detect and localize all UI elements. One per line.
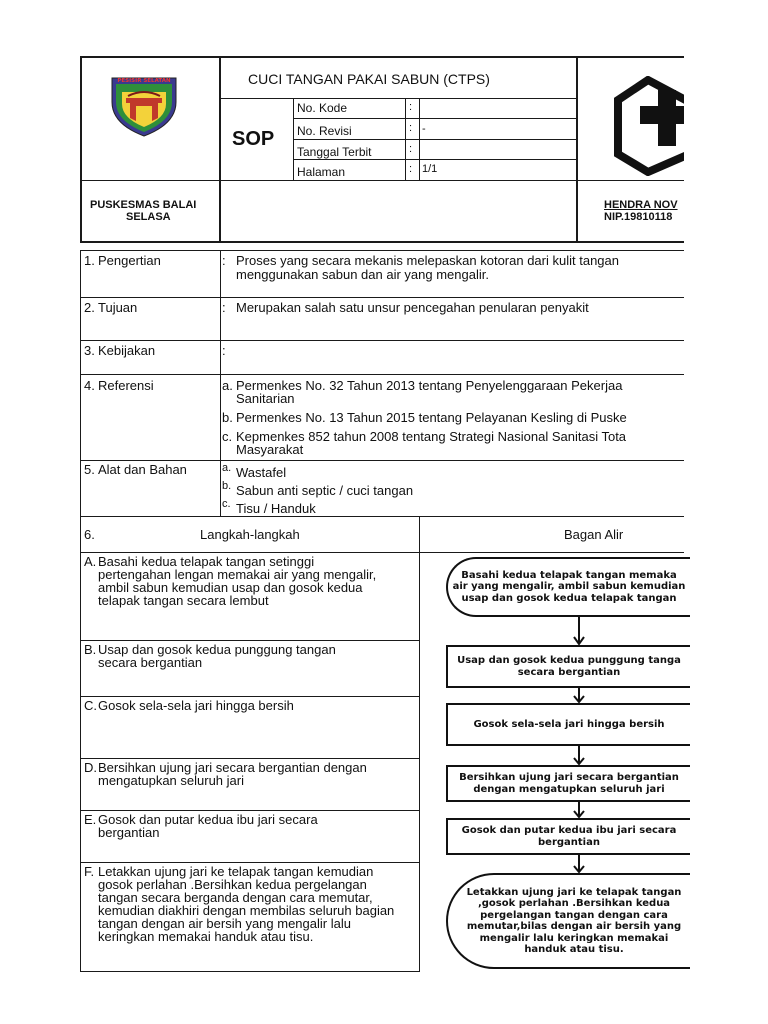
alat-item: Sabun anti septic / cuci tangan <box>236 483 414 498</box>
flow-step-end: Letakkan ujung jari ke telapak tangan ,gosok perlahan .Bersihkan kedua pergelangan tangan dengan cara memutar,bilas dengan air bersih yang mengalir lalu keringkan memakai handuk atau tisu. <box>446 873 690 969</box>
referensi-letter: c. <box>222 429 233 444</box>
flow-arrow-1 <box>572 617 586 645</box>
signer-nip: NIP.19810118 <box>604 211 673 223</box>
field-label-no-kode: No. Kode <box>297 101 348 115</box>
section-label-pengertian: Pengertian <box>98 253 161 268</box>
tujuan-text: Merupakan salah satu unsur pencegahan penularan penyakit <box>236 300 589 315</box>
puskesmas-logo <box>108 72 180 138</box>
section-label-alat-bahan: Alat dan Bahan <box>98 462 187 477</box>
step-letter: D. <box>84 760 97 775</box>
alat-item: Wastafel <box>236 465 287 480</box>
flow-step-3: Gosok sela-sela jari hingga bersih <box>446 703 690 746</box>
referensi-item: Permenkes No. 32 Tahun 2013 tentang Penyelenggaraan Pekerjaa <box>236 378 623 393</box>
pengertian-text: menggunakan sabun dan air yang mengalir. <box>236 267 489 282</box>
flow-arrow-3 <box>572 746 586 765</box>
section-label-kebijakan: Kebijakan <box>98 343 156 358</box>
steps-column-header: Langkah-langkah <box>200 527 300 542</box>
alat-item: Tisu / Handuk <box>236 501 316 516</box>
step-text-a: Basahi kedua telapak tangan setinggi pertengahan lengan memakai air yang mengalir, ambil sabun kemudian usap dan gosok kedua telapak tangan secara lembut <box>98 554 377 608</box>
document-title: CUCI TANGAN PAKAI SABUN (CTPS) <box>248 71 490 87</box>
org-name-line1: PUSKESMAS BALAI <box>90 199 197 211</box>
field-colon: : <box>409 163 413 175</box>
section-label-referensi: Referensi <box>98 378 154 393</box>
section-num: 6. <box>84 527 95 542</box>
section-colon: : <box>222 253 226 268</box>
step-text-e: Gosok dan putar kedua ibu jari secara bergantian <box>98 812 318 840</box>
field-label-no-revisi: No. Revisi <box>297 124 352 138</box>
flow-step-start: Basahi kedua telapak tangan memaka air yang mengalir, ambil sabun kemudian usap dan gosok kedua telapak tangan <box>446 557 690 617</box>
step-text-d: Bersihkan ujung jari secara bergantian dengan mengatupkan seluruh jari <box>98 760 367 788</box>
section-num: 4. <box>84 378 95 393</box>
step-letter: C. <box>84 698 97 713</box>
alat-letter: b. <box>222 480 232 492</box>
alat-letter: c. <box>222 498 231 510</box>
section-colon: : <box>222 343 226 358</box>
svg-text:PESISIR SELATAN: PESISIR SELATAN <box>117 78 171 84</box>
section-label-tujuan: Tujuan <box>98 300 138 315</box>
alat-letter: a. <box>222 462 232 474</box>
field-colon: : <box>409 122 413 134</box>
flow-arrow-2 <box>572 688 586 703</box>
step-text-b: Usap dan gosok kedua punggung tangan secara bergantian <box>98 642 336 670</box>
section-colon: : <box>222 300 226 315</box>
referensi-item: Sanitarian <box>236 391 295 406</box>
step-text-f: Letakkan ujung jari ke telapak tangan kemudian gosok perlahan .Bersihkan kedua pergelangan tangan secara berganda dengan cara memutar, kemudian diakhiri dengan membilas seluruh bagian tangan dengan air bersih yang mengalir lalu keringkan memakai handuk atau tisu. <box>98 864 395 944</box>
signer-name: HENDRA NOV <box>604 199 678 211</box>
field-value-no-revisi: - <box>422 123 426 135</box>
section-num: 1. <box>84 253 95 268</box>
field-colon: : <box>409 143 413 155</box>
pengertian-text: Proses yang secara mekanis melepaskan kotoran dari kulit tangan <box>236 253 619 268</box>
flow-arrow-4 <box>572 802 586 818</box>
flowchart-column-header: Bagan Alir <box>564 527 624 542</box>
referensi-item: Masyarakat <box>236 442 304 457</box>
referensi-item: Permenkes No. 13 Tahun 2015 tentang Pelayanan Kesling di Puske <box>236 410 627 425</box>
step-letter: A. <box>84 554 97 569</box>
org-name-line2: SELASA <box>126 211 171 223</box>
section-num: 5. <box>84 462 95 477</box>
section-num: 2. <box>84 300 95 315</box>
step-letter: B. <box>84 642 97 657</box>
sop-label: SOP <box>232 128 275 150</box>
flow-step-5: Gosok dan putar kedua ibu jari secara bergantian <box>446 818 690 855</box>
flow-arrow-5 <box>572 855 586 873</box>
health-cross-icon <box>612 76 684 176</box>
flow-step-2: Usap dan gosok kedua punggung tanga secara bergantian <box>446 645 690 688</box>
step-letter: E. <box>84 812 97 827</box>
referensi-letter: a. <box>222 378 233 393</box>
section-num: 3. <box>84 343 95 358</box>
step-text-c: Gosok sela-sela jari hingga bersih <box>98 698 294 713</box>
flow-step-4: Bersihkan ujung jari secara bergantian dengan mengatupkan seluruh jari <box>446 765 690 802</box>
referensi-letter: b. <box>222 410 233 425</box>
field-colon: : <box>409 101 413 113</box>
field-label-halaman: Halaman <box>297 165 346 179</box>
step-letter: F. <box>84 864 95 879</box>
field-label-tanggal-terbit: Tanggal Terbit <box>297 145 372 159</box>
field-value-halaman: 1/1 <box>422 163 438 175</box>
referensi-item: Kepmenkes 852 tahun 2008 tentang Strategi Nasional Sanitasi Tota <box>236 429 627 444</box>
